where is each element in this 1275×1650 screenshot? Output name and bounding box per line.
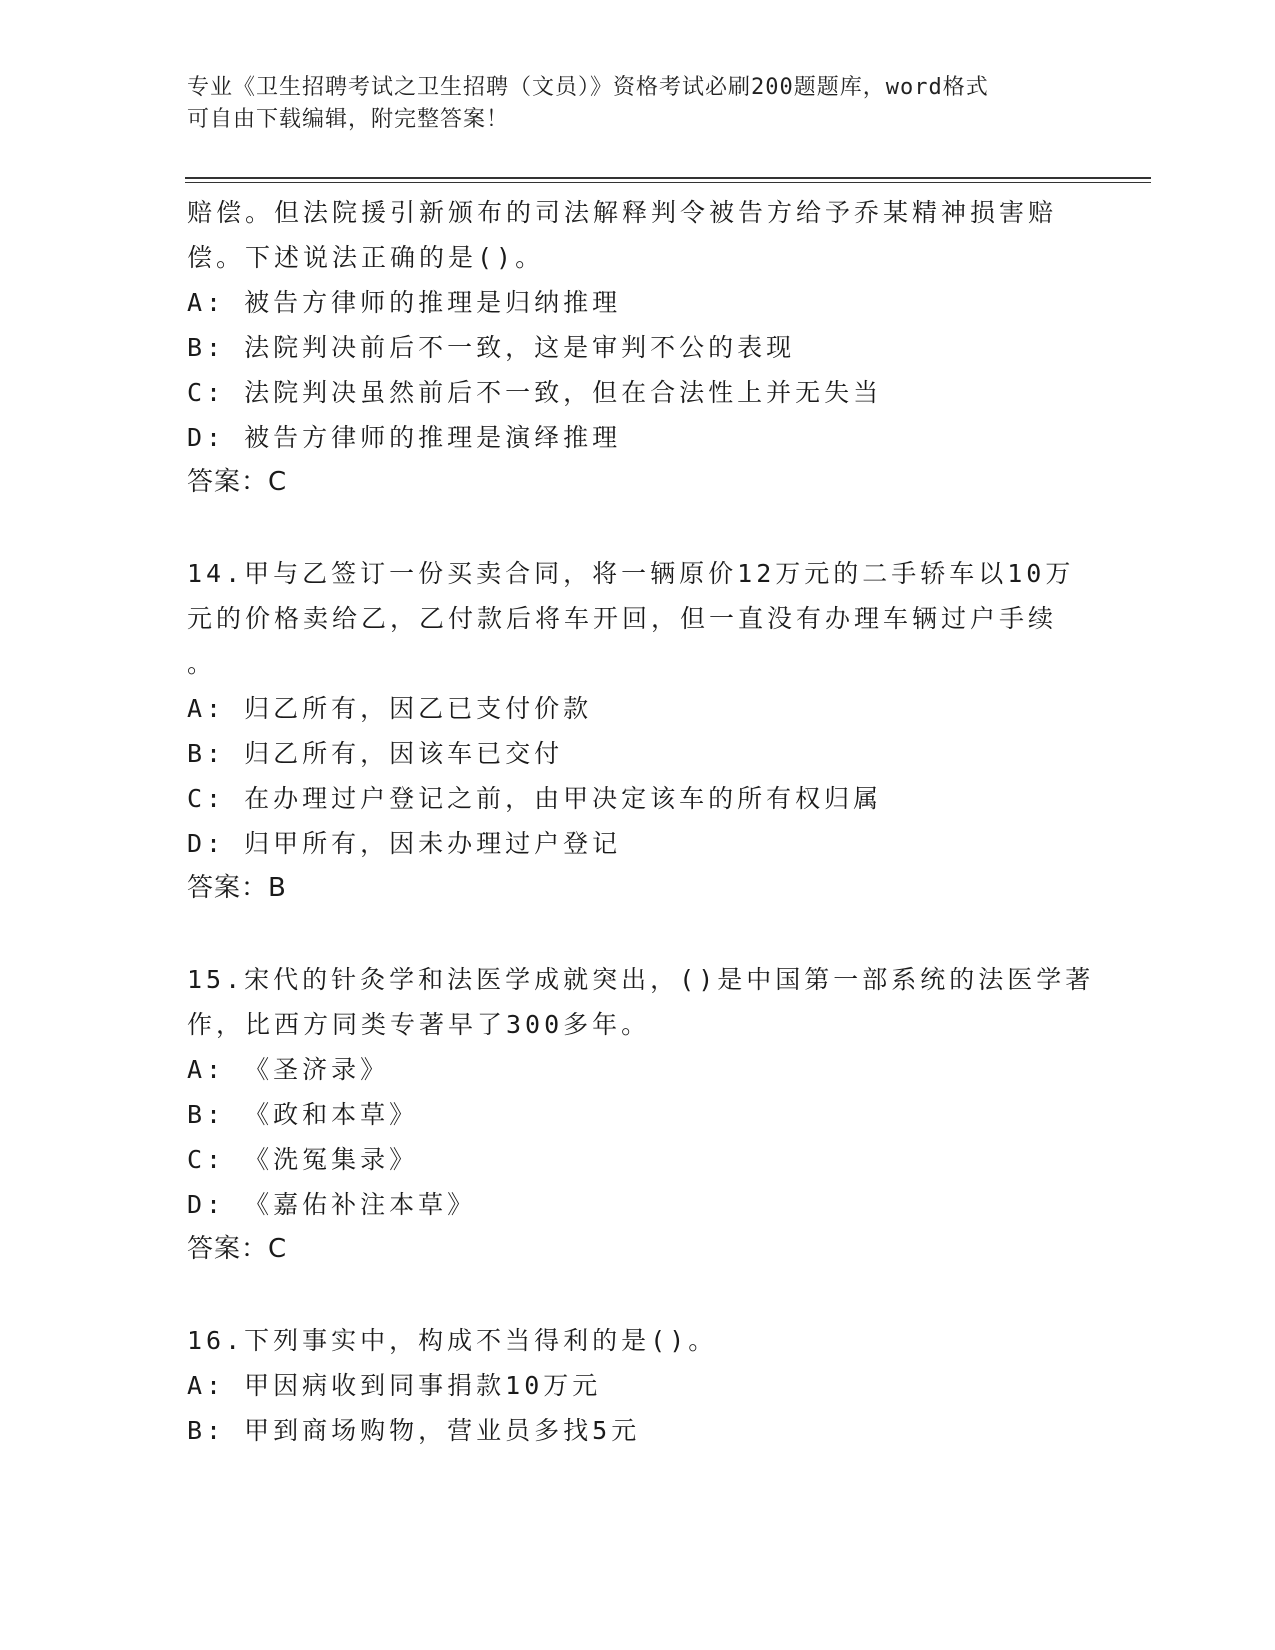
option-a: A: 甲因病收到同事捐款10万元 (187, 1371, 602, 1400)
option-b: B: 归乙所有，因该车已交付 (187, 739, 564, 768)
question-15 (187, 957, 1095, 1272)
option-c: C: 《洗冤集录》 (187, 1145, 419, 1174)
option-c: C: 法院判决虽然前后不一致，但在合法性上并无失当 (187, 378, 883, 407)
question-stem-line: 偿。下述说法正确的是()。 (187, 243, 545, 272)
option-a: A: 《圣济录》 (187, 1055, 390, 1084)
option-a: A: 归乙所有，因乙已支付价款 (187, 694, 593, 723)
question-stem-line: 15.宋代的针灸学和法医学成就突出，()是中国第一部系统的法医学著 (187, 965, 1095, 994)
option-b: B: 法院判决前后不一致，这是审判不公的表现 (187, 333, 796, 362)
question-stem-line: 赔偿。但法院援引新颁布的司法解释判令被告方给予乔某精神损害赔 (187, 198, 1058, 227)
question-stem-line: 作，比西方同类专著早了300多年。 (187, 1010, 651, 1039)
question-16 (187, 1318, 1087, 1453)
option-a: A: 被告方律师的推理是归纳推理 (187, 288, 622, 317)
answer-line: 答案：B (187, 873, 287, 903)
answer-line: 答案：C (187, 1234, 288, 1264)
question-stem-line: 元的价格卖给乙，乙付款后将车开回，但一直没有办理车辆过户手续 (187, 604, 1058, 633)
header-rule-thick (185, 177, 1151, 179)
question-13 (187, 190, 1087, 505)
option-d: D: 被告方律师的推理是演绎推理 (187, 423, 622, 452)
option-c: C: 在办理过户登记之前，由甲决定该车的所有权归属 (187, 784, 883, 813)
document-body (187, 190, 1095, 1453)
question-stem-line: 14.甲与乙签订一份买卖合同，将一辆原价12万元的二手轿车以10万 (187, 559, 1075, 588)
page-header (187, 72, 1067, 136)
header-rule-thin (185, 182, 1151, 183)
question-stem-line: 。 (187, 649, 217, 678)
answer-line: 答案：C (187, 467, 288, 497)
option-b: B: 《政和本草》 (187, 1100, 419, 1129)
header-line-1: 专业《卫生招聘考试之卫生招聘（文员）》资格考试必刷200题题库，word格式 (187, 75, 989, 100)
option-d: D: 归甲所有，因未办理过户登记 (187, 829, 622, 858)
option-b: B: 甲到商场购物，营业员多找5元 (187, 1416, 641, 1445)
question-stem-line: 16.下列事实中，构成不当得利的是()。 (187, 1326, 718, 1355)
header-line-2: 可自由下载编辑，附完整答案！ (187, 107, 510, 132)
question-14 (187, 551, 1087, 911)
option-d: D: 《嘉佑补注本草》 (187, 1190, 477, 1219)
